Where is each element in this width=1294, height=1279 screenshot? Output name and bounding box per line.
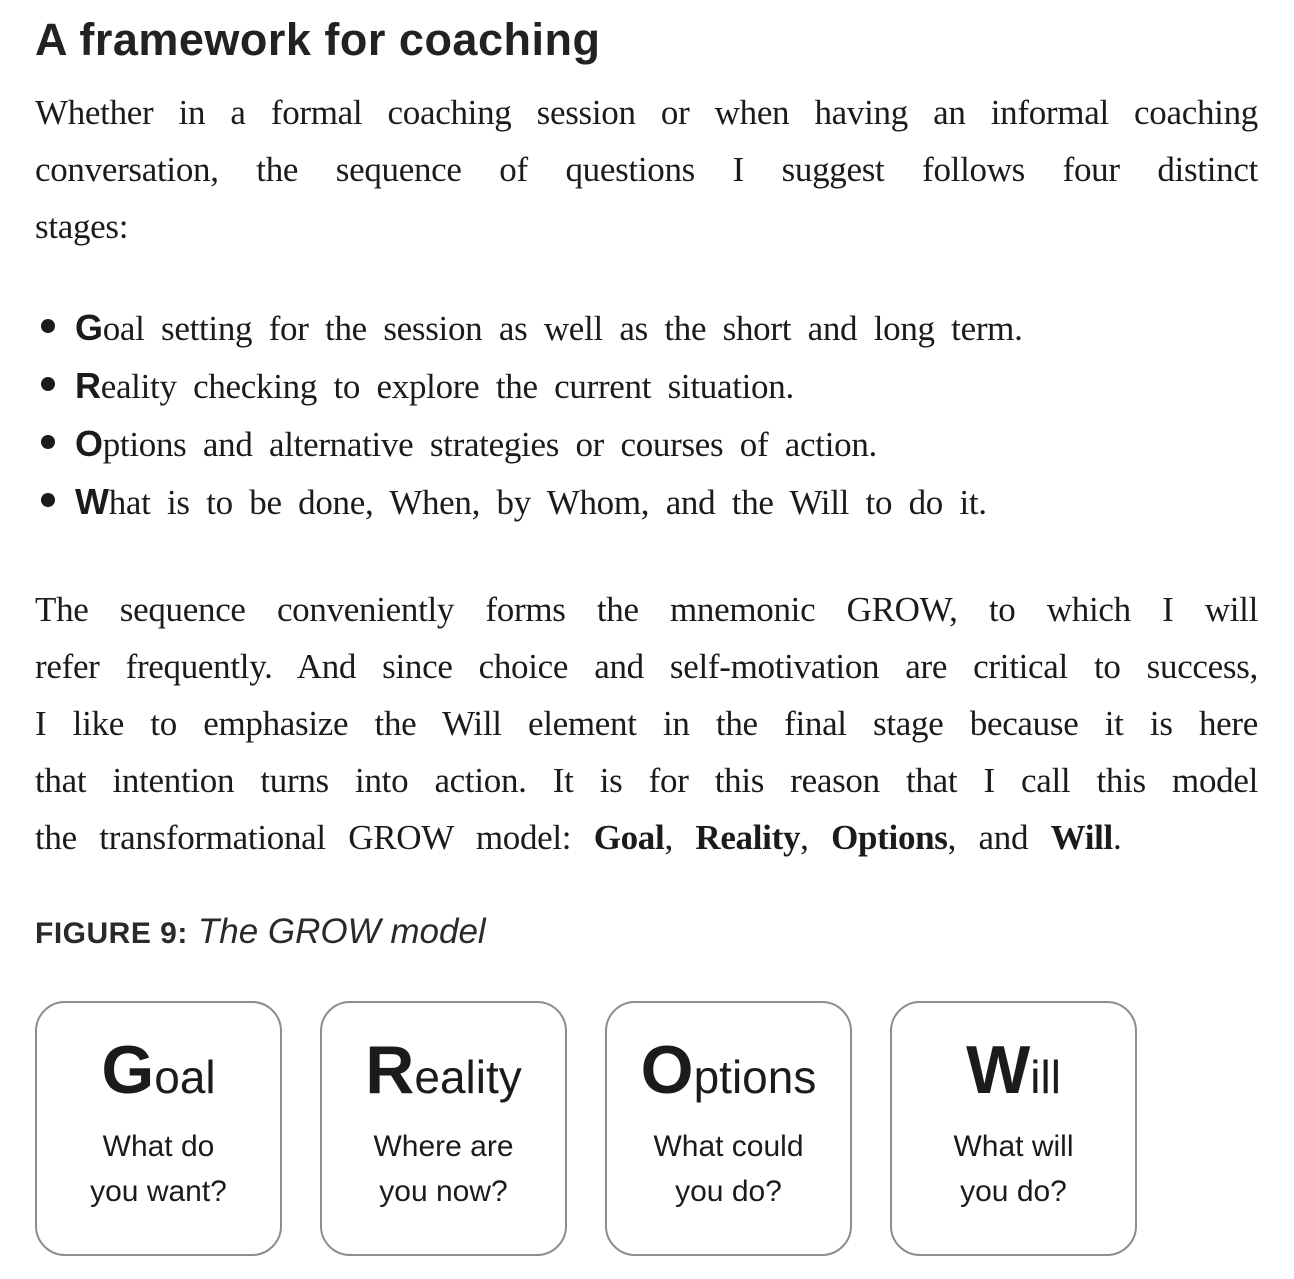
question-line: Where are xyxy=(373,1130,514,1164)
grow-box-goal xyxy=(35,1001,282,1256)
grow-box-will xyxy=(890,1001,1137,1256)
paragraph-line: stages: xyxy=(35,206,129,246)
box-question xyxy=(892,1124,1135,1214)
paragraph-line: conversation, the sequence of questions I suggest follows four distinct xyxy=(35,149,1258,189)
question-line: What could xyxy=(653,1130,804,1164)
box-word xyxy=(322,1031,565,1108)
bullet-lead-letter: R xyxy=(75,364,101,406)
paragraph-line: I like to emphasize the Will element in the final stage because it is here xyxy=(35,703,1258,743)
box-question xyxy=(37,1124,280,1214)
figure-title: The GROW model xyxy=(197,911,486,951)
bullet-item-options xyxy=(35,415,1258,473)
box-word xyxy=(607,1031,850,1108)
bullet-text: oal setting for the session as well as the short and long term. xyxy=(102,308,1023,348)
bullet-lead-letter: G xyxy=(75,306,103,348)
question-line: What do xyxy=(102,1130,215,1164)
bullet-icon xyxy=(41,435,55,449)
box-word-rest: ill xyxy=(1030,1050,1061,1103)
box-lead-letter: G xyxy=(101,1031,155,1108)
grow-box-options xyxy=(605,1001,852,1256)
separator: , and xyxy=(947,817,1051,857)
bullet-lead-letter: O xyxy=(75,422,103,464)
box-word xyxy=(892,1031,1135,1108)
box-lead-letter: R xyxy=(365,1031,415,1108)
bullet-icon xyxy=(41,493,55,507)
figure-label: FIGURE 9: xyxy=(35,916,188,950)
paragraph-line: that intention turns into action. It is for this reason that I call this model xyxy=(35,760,1258,800)
box-word-rest: ptions xyxy=(693,1050,817,1103)
question-line: What will xyxy=(953,1130,1074,1164)
bullet-icon xyxy=(41,319,55,333)
term-options: Options xyxy=(831,817,948,857)
paragraph-line: Whether in a formal coaching session or when having an informal coaching xyxy=(35,92,1258,132)
intro-paragraph xyxy=(35,84,1258,255)
grow-box-reality xyxy=(320,1001,567,1256)
question-line: you now? xyxy=(379,1175,508,1209)
paragraph-line-final xyxy=(35,809,1258,866)
grow-model-figure xyxy=(35,1001,1258,1256)
question-line: you do? xyxy=(960,1175,1067,1209)
bullet-text: ptions and alternative strategies or courses of action. xyxy=(102,424,877,464)
box-word xyxy=(37,1031,280,1108)
question-line: you want? xyxy=(90,1175,227,1209)
term-goal: Goal xyxy=(593,817,665,857)
page-title: A framework for coaching xyxy=(35,14,601,65)
figure-caption xyxy=(35,912,1258,959)
grow-bullet-list xyxy=(35,299,1258,531)
period: . xyxy=(1112,817,1122,857)
box-lead-letter: W xyxy=(966,1031,1031,1108)
separator: , xyxy=(664,817,696,857)
bullet-icon xyxy=(41,377,55,391)
box-lead-letter: O xyxy=(640,1031,694,1108)
bullet-text: eality checking to explore the current situation. xyxy=(100,366,794,406)
grow-paragraph xyxy=(35,581,1258,866)
term-reality: Reality xyxy=(695,817,801,857)
box-question xyxy=(607,1124,850,1214)
question-line: you do? xyxy=(675,1175,782,1209)
paragraph-line: The sequence conveniently forms the mnemonic GROW, to which I will xyxy=(35,589,1258,629)
bullet-text: hat is to be done, When, by Whom, and the Will to do it. xyxy=(108,482,987,522)
bullet-item-goal xyxy=(35,299,1258,357)
bullet-item-will xyxy=(35,473,1258,531)
box-word-rest: oal xyxy=(154,1050,216,1103)
box-question xyxy=(322,1124,565,1214)
box-word-rest: eality xyxy=(414,1050,522,1103)
paragraph-line: refer frequently. And since choice and self-motivation are critical to success, xyxy=(35,646,1258,686)
bullet-lead-letter: W xyxy=(75,480,109,522)
separator: , xyxy=(800,817,832,857)
term-will: Will xyxy=(1050,817,1113,857)
final-line-prefix: the transformational GROW model: xyxy=(35,817,594,857)
bullet-item-reality xyxy=(35,357,1258,415)
